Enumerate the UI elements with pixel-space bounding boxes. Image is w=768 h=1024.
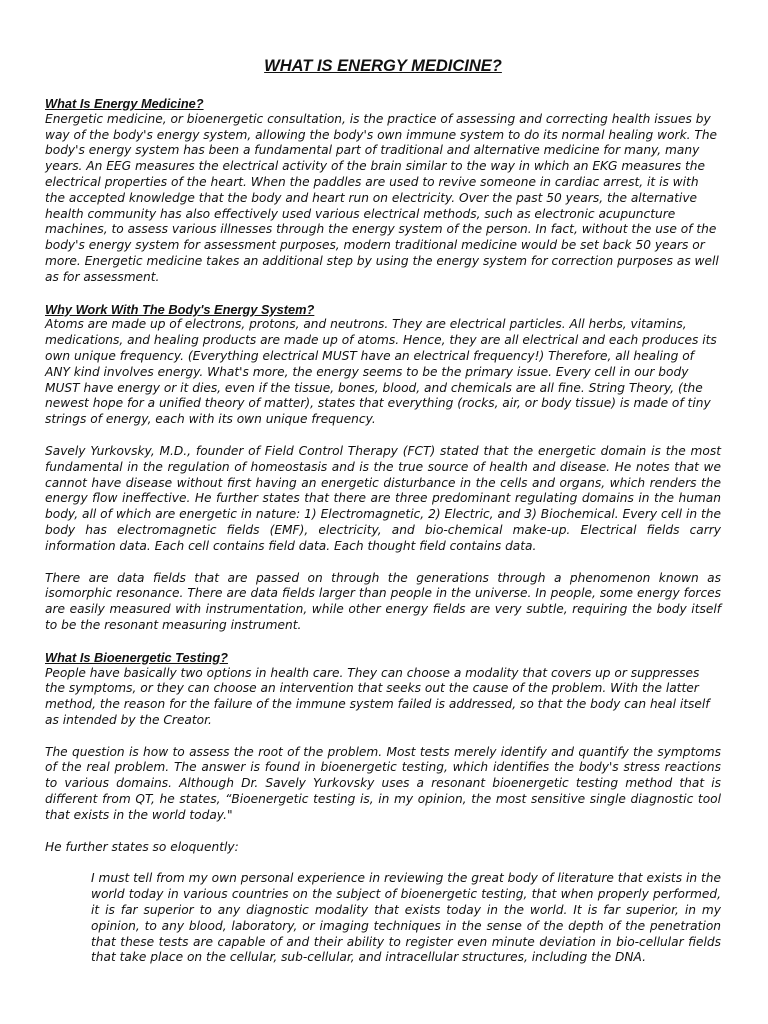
document-page — [45, 56, 721, 966]
paragraph-eloquently: He further states so eloquently: — [45, 839, 239, 854]
paragraph-health-care-options: People have basically two options in health care. They can choose a modality that covers up or suppresses the symptoms, or they can choose an intervention that seeks out the cause of the problem. With the latter method, the reason for the failure of the immune system failed is addressed, so that the body can heal itself as intended by the Creator. — [45, 665, 710, 727]
paragraph-energy-medicine-intro: Energetic medicine, or bioenergetic consultation, is the practice of assessing and correcting health issues by way of the body's energy system, allowing the body's own immune system to do its normal healing work. The body's energy system has been a fundamental part of traditional and alternative medicine for many, many years. An EEG measures the electrical activity of the brain similar to the way in which an EKG measures the electrical properties of the heart. When the paddles are used to revive someone in cardiac arrest, it is with the accepted knowledge that the body and heart run on electricity. Over the past 50 years, the alternative health community has also effectively used various electrical methods, such as electronic acupuncture machines, to assess various illnesses through the energy system of the person. In fact, without the use of the body's energy system for assessment purposes, modern traditional medicine would be set back 50 years or more. Energetic medicine takes an additional step by using the energy system for correction purposes as well as for assessment. — [45, 111, 719, 284]
document-title: WHAT IS ENERGY MEDICINE? — [264, 57, 502, 75]
paragraph-root-problem: The question is how to assess the root of the problem. Most tests merely identify and quantify the symptoms of the real problem. The answer is found in bioenergetic testing, which identifies the body's stress reactions to various domains. Although Dr. Savely Yurkovsky uses a resonant bioenergetic testing method that is different from QT, he states, “Bioenergetic testing is, in my opinion, the most sensitive single diagnostic tool that exists in the world today." — [45, 744, 721, 822]
section-heading-what-is-energy-medicine: What Is Energy Medicine? — [45, 96, 204, 111]
paragraph-yurkovsky: Savely Yurkovsky, M.D., founder of Field Control Therapy (FCT) stated that the energetic domain is the most fundamental in the regulation of homeostasis and is the true source of health and disease. He notes that we cannot have disease without first having an energetic disturbance in the cells and organs, which renders the energy flow ineffective. He further states that there are three predominant regulating domains in the human body, all of which are energetic in nature: 1) Electromagnetic, 2) Electric, and 3) Biochemical. Every cell in the body has electromagnetic fields (EMF), electricity, and bio-chemical make-up. Electrical fields carry information data. Each cell contains field data. Each thought field contains data. — [45, 443, 721, 553]
paragraph-data-fields: There are data fields that are passed on through the generations through a phenomenon known as isomorphic resonance. There are data fields larger than people in the universe. In people, some energy forces are easily measured with instrumentation, while other energy fields are very subtle, requiring the body itself to be the resonant measuring instrument. — [45, 570, 721, 632]
section-heading-why-work-with-energy-system: Why Work With The Body's Energy System? — [45, 301, 315, 317]
block-quote: I must tell from my own personal experience in reviewing the great body of literature that exists in the world today in various countries on the subject of bioenergetic testing, that when properly performed, it is far superior to any diagnostic modality that exists today in the world. It is far superior, in my opinion, to any blood, laboratory, or imaging techniques in the sense of the depth of the penetration that these tests are capable of and their ability to register even minute deviation in bio-cellular fields that take place on the cellular, sub-cellular, and intracellular structures, including the DNA. — [91, 871, 721, 965]
section-heading-bioenergetic-testing: What Is Bioenergetic Testing? — [45, 649, 228, 665]
paragraph-atoms: Atoms are made up of electrons, protons, and neutrons. They are electrical particles. All herbs, vitamins, medications, and healing products are made up of atoms. Hence, they are all electrical and each produces its own unique frequency. (Everything electrical MUST have an electrical frequency!) Therefore, all healing of ANY kind involves energy. What's more, the energy seems to be the primary issue. Every cell in our body MUST have energy or it dies, even if the tissue, bones, blood, and chemicals are all fine. String Theory, (the newest hope for a unified theory of matter), states that everything (rocks, air, or body tissue) is made of tiny strings of energy, each with its own unique frequency. — [45, 317, 717, 427]
